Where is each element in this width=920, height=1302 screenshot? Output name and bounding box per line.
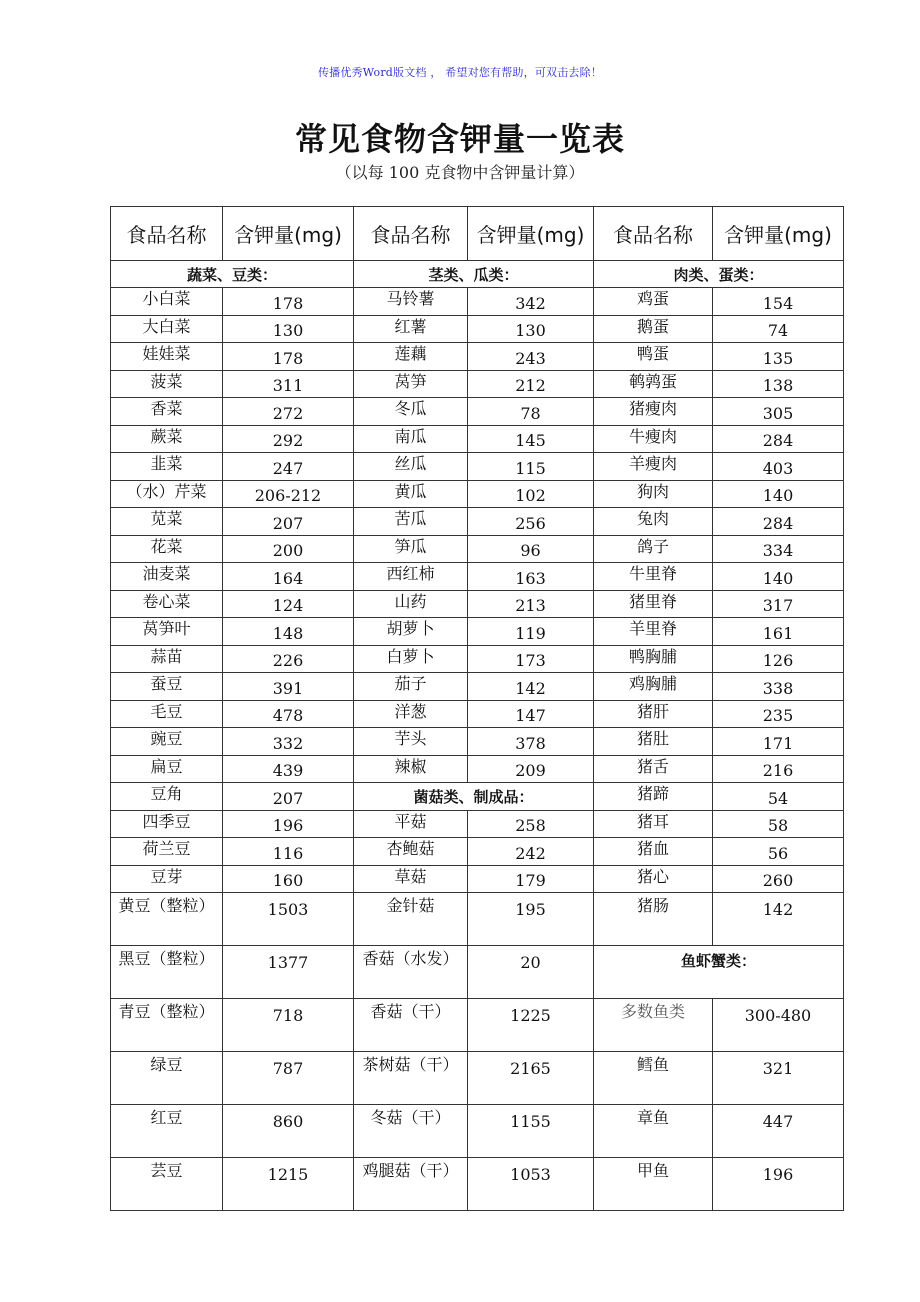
- potassium-value: 317: [713, 590, 844, 618]
- potassium-value: 235: [713, 700, 844, 728]
- food-name: 猪血: [594, 838, 713, 866]
- potassium-value: 242: [468, 838, 594, 866]
- food-name: 猪蹄: [594, 783, 713, 811]
- food-name: （水）芹菜: [111, 480, 223, 508]
- food-name: 黄瓜: [354, 480, 468, 508]
- potassium-value: 478: [223, 700, 354, 728]
- table-row: [111, 810, 844, 838]
- page-subtitle: （以每 100 克食物中含钾量计算）: [335, 163, 585, 182]
- table-row: [111, 288, 844, 316]
- table-row: [111, 999, 844, 1052]
- food-name: 猪肚: [594, 728, 713, 756]
- potassium-value: 116: [223, 838, 354, 866]
- food-name: 鸡腿菇（干）: [354, 1158, 468, 1211]
- food-name: 冬菇（干）: [354, 1105, 468, 1158]
- potassium-value: 148: [223, 618, 354, 646]
- food-name: 狗肉: [594, 480, 713, 508]
- food-name: 黑豆（整粒）: [111, 946, 223, 999]
- food-name: 鹌鹑蛋: [594, 370, 713, 398]
- food-name: 猪心: [594, 865, 713, 893]
- category-meat-eggs: 肉类、蛋类：: [594, 261, 844, 288]
- food-name: 牛瘦肉: [594, 425, 713, 453]
- food-name: 苋菜: [111, 508, 223, 536]
- food-name: 胡萝卜: [354, 618, 468, 646]
- food-name: 韭菜: [111, 453, 223, 481]
- potassium-value: 178: [223, 288, 354, 316]
- potassium-value: 447: [713, 1105, 844, 1158]
- food-name: 青豆（整粒）: [111, 999, 223, 1052]
- food-name: 红薯: [354, 315, 468, 343]
- food-name: 鸽子: [594, 535, 713, 563]
- food-name: 毛豆: [111, 700, 223, 728]
- food-name: 芋头: [354, 728, 468, 756]
- potassium-value: 334: [713, 535, 844, 563]
- col-header-potassium: 含钾量(mg): [713, 207, 844, 261]
- document-banner: 传播优秀Word版文档 ， 希望对您有帮助，可双击去除！: [317, 66, 603, 79]
- potassium-value: 1225: [468, 999, 594, 1052]
- potassium-value: 96: [468, 535, 594, 563]
- food-name: 鸭蛋: [594, 343, 713, 371]
- table-row: [111, 343, 844, 371]
- food-name: 平菇: [354, 810, 468, 838]
- food-name: 兔肉: [594, 508, 713, 536]
- food-name: 猪里脊: [594, 590, 713, 618]
- table-row: [111, 783, 844, 811]
- food-name: 茶树菇（干）: [354, 1052, 468, 1105]
- food-name: 香菇（水发）: [354, 946, 468, 999]
- potassium-value: 54: [713, 783, 844, 811]
- table-row: [111, 946, 844, 999]
- food-name: 花菜: [111, 535, 223, 563]
- food-name: 羊瘦肉: [594, 453, 713, 481]
- potassium-value: 56: [713, 838, 844, 866]
- food-name: 娃娃菜: [111, 343, 223, 371]
- food-name: 四季豆: [111, 810, 223, 838]
- table-row: [111, 1158, 844, 1211]
- table-row: [111, 618, 844, 646]
- table-row: [111, 700, 844, 728]
- potassium-value: 216: [713, 755, 844, 783]
- table-row: [111, 315, 844, 343]
- potassium-value: 311: [223, 370, 354, 398]
- potassium-value: 272: [223, 398, 354, 426]
- col-header-food-name: 食品名称: [354, 207, 468, 261]
- potassium-value: 154: [713, 288, 844, 316]
- table-row: [111, 838, 844, 866]
- potassium-value: 206-212: [223, 480, 354, 508]
- food-name: 菠菜: [111, 370, 223, 398]
- potassium-value: 179: [468, 865, 594, 893]
- table-row: [111, 535, 844, 563]
- potassium-value: 130: [468, 315, 594, 343]
- potassium-value: 439: [223, 755, 354, 783]
- table-row: [111, 728, 844, 756]
- page-title: 常见食物含钾量一览表: [294, 120, 625, 158]
- potassium-value: 173: [468, 645, 594, 673]
- potassium-value: 142: [468, 673, 594, 701]
- food-name: 多数鱼类: [594, 999, 713, 1052]
- table-row: [111, 590, 844, 618]
- potassium-value: 58: [713, 810, 844, 838]
- col-header-food-name: 食品名称: [111, 207, 223, 261]
- potassium-value: 247: [223, 453, 354, 481]
- potassium-value: 1215: [223, 1158, 354, 1211]
- potassium-value: 130: [223, 315, 354, 343]
- potassium-value: 164: [223, 563, 354, 591]
- potassium-value: 195: [468, 893, 594, 946]
- table-row: [111, 563, 844, 591]
- food-name: 莲藕: [354, 343, 468, 371]
- potassium-value: 147: [468, 700, 594, 728]
- food-name: 丝瓜: [354, 453, 468, 481]
- potassium-value: 207: [223, 783, 354, 811]
- food-name: 油麦菜: [111, 563, 223, 591]
- header-row: [111, 207, 844, 261]
- food-name: 西红柿: [354, 563, 468, 591]
- potassium-value: 338: [713, 673, 844, 701]
- table-row: [111, 1105, 844, 1158]
- potassium-value: 2165: [468, 1052, 594, 1105]
- food-name: 辣椒: [354, 755, 468, 783]
- food-name: 蕨菜: [111, 425, 223, 453]
- table-row: [111, 453, 844, 481]
- potassium-value: 213: [468, 590, 594, 618]
- food-name: 章鱼: [594, 1105, 713, 1158]
- food-name: 金针菇: [354, 893, 468, 946]
- potassium-value: 178: [223, 343, 354, 371]
- food-name: 山药: [354, 590, 468, 618]
- food-name: 莴笋: [354, 370, 468, 398]
- potassium-value: 260: [713, 865, 844, 893]
- food-name: 扁豆: [111, 755, 223, 783]
- category-vegetables-beans: 蔬菜、豆类：: [111, 261, 354, 288]
- food-name: 香菇（干）: [354, 999, 468, 1052]
- potassium-value: 292: [223, 425, 354, 453]
- food-name: 猪舌: [594, 755, 713, 783]
- potassium-value: 243: [468, 343, 594, 371]
- food-name: 甲鱼: [594, 1158, 713, 1211]
- table-row: [111, 398, 844, 426]
- food-name: 豆角: [111, 783, 223, 811]
- category-mushrooms: 菌菇类、制成品：: [354, 783, 594, 811]
- potassium-value: 209: [468, 755, 594, 783]
- potassium-value: 161: [713, 618, 844, 646]
- potassium-value: 74: [713, 315, 844, 343]
- food-name: 猪瘦肉: [594, 398, 713, 426]
- potassium-value: 787: [223, 1052, 354, 1105]
- potassium-value: 171: [713, 728, 844, 756]
- category-stems-melons: 茎类、瓜类：: [354, 261, 594, 288]
- food-name: 豆芽: [111, 865, 223, 893]
- potassium-value: 124: [223, 590, 354, 618]
- table-row: [111, 370, 844, 398]
- food-name: 豌豆: [111, 728, 223, 756]
- potassium-value: 256: [468, 508, 594, 536]
- table-row: [111, 425, 844, 453]
- potassium-value: 78: [468, 398, 594, 426]
- potassium-value: 284: [713, 425, 844, 453]
- potassium-value: 140: [713, 480, 844, 508]
- potassium-value: 258: [468, 810, 594, 838]
- food-name: 卷心菜: [111, 590, 223, 618]
- potassium-value: 212: [468, 370, 594, 398]
- food-name: 荷兰豆: [111, 838, 223, 866]
- potassium-value: 163: [468, 563, 594, 591]
- potassium-value: 332: [223, 728, 354, 756]
- potassium-value: 200: [223, 535, 354, 563]
- potassium-value: 1053: [468, 1158, 594, 1211]
- potassium-value: 160: [223, 865, 354, 893]
- food-name: 杏鲍菇: [354, 838, 468, 866]
- food-name: 猪肝: [594, 700, 713, 728]
- table-row: [111, 645, 844, 673]
- potassium-value: 196: [713, 1158, 844, 1211]
- table-row: [111, 1052, 844, 1105]
- food-name: 笋瓜: [354, 535, 468, 563]
- table-row: [111, 673, 844, 701]
- potassium-value: 135: [713, 343, 844, 371]
- food-name: 洋葱: [354, 700, 468, 728]
- category-seafood: 鱼虾蟹类：: [594, 946, 844, 999]
- food-name: 红豆: [111, 1105, 223, 1158]
- food-name: 鹅蛋: [594, 315, 713, 343]
- food-name: 香菜: [111, 398, 223, 426]
- food-name: 草菇: [354, 865, 468, 893]
- potassium-table: [110, 206, 844, 1211]
- potassium-value: 1155: [468, 1105, 594, 1158]
- col-header-potassium: 含钾量(mg): [223, 207, 354, 261]
- table-row: [111, 893, 844, 946]
- food-name: 南瓜: [354, 425, 468, 453]
- potassium-value: 138: [713, 370, 844, 398]
- table-row: [111, 480, 844, 508]
- potassium-value: 196: [223, 810, 354, 838]
- potassium-value: 284: [713, 508, 844, 536]
- potassium-value: 1377: [223, 946, 354, 999]
- potassium-value: 126: [713, 645, 844, 673]
- food-name: 绿豆: [111, 1052, 223, 1105]
- food-name: 茄子: [354, 673, 468, 701]
- table-row: [111, 865, 844, 893]
- potassium-value: 226: [223, 645, 354, 673]
- potassium-value: 300-480: [713, 999, 844, 1052]
- food-name: 黄豆（整粒）: [111, 893, 223, 946]
- food-name: 苦瓜: [354, 508, 468, 536]
- potassium-value: 119: [468, 618, 594, 646]
- food-name: 小白菜: [111, 288, 223, 316]
- col-header-food-name: 食品名称: [594, 207, 713, 261]
- food-name: 鸡胸脯: [594, 673, 713, 701]
- potassium-value: 1503: [223, 893, 354, 946]
- potassium-value: 391: [223, 673, 354, 701]
- food-name: 猪肠: [594, 893, 713, 946]
- potassium-value: 860: [223, 1105, 354, 1158]
- potassium-value: 142: [713, 893, 844, 946]
- col-header-potassium: 含钾量(mg): [468, 207, 594, 261]
- potassium-value: 321: [713, 1052, 844, 1105]
- table-row: [111, 755, 844, 783]
- potassium-value: 403: [713, 453, 844, 481]
- food-name: 鸭胸脯: [594, 645, 713, 673]
- potassium-value: 378: [468, 728, 594, 756]
- food-name: 羊里脊: [594, 618, 713, 646]
- potassium-value: 718: [223, 999, 354, 1052]
- potassium-value: 140: [713, 563, 844, 591]
- potassium-value: 305: [713, 398, 844, 426]
- food-name: 蒜苗: [111, 645, 223, 673]
- table-row: [111, 508, 844, 536]
- food-name: 鸡蛋: [594, 288, 713, 316]
- potassium-value: 145: [468, 425, 594, 453]
- food-name: 白萝卜: [354, 645, 468, 673]
- food-name: 蚕豆: [111, 673, 223, 701]
- potassium-value: 342: [468, 288, 594, 316]
- food-name: 大白菜: [111, 315, 223, 343]
- potassium-value: 207: [223, 508, 354, 536]
- food-name: 马铃薯: [354, 288, 468, 316]
- food-name: 猪耳: [594, 810, 713, 838]
- category-row: [111, 261, 844, 288]
- potassium-value: 20: [468, 946, 594, 999]
- potassium-value: 102: [468, 480, 594, 508]
- food-name: 芸豆: [111, 1158, 223, 1211]
- food-name: 鳕鱼: [594, 1052, 713, 1105]
- food-name: 莴笋叶: [111, 618, 223, 646]
- potassium-value: 115: [468, 453, 594, 481]
- food-name: 冬瓜: [354, 398, 468, 426]
- food-name: 牛里脊: [594, 563, 713, 591]
